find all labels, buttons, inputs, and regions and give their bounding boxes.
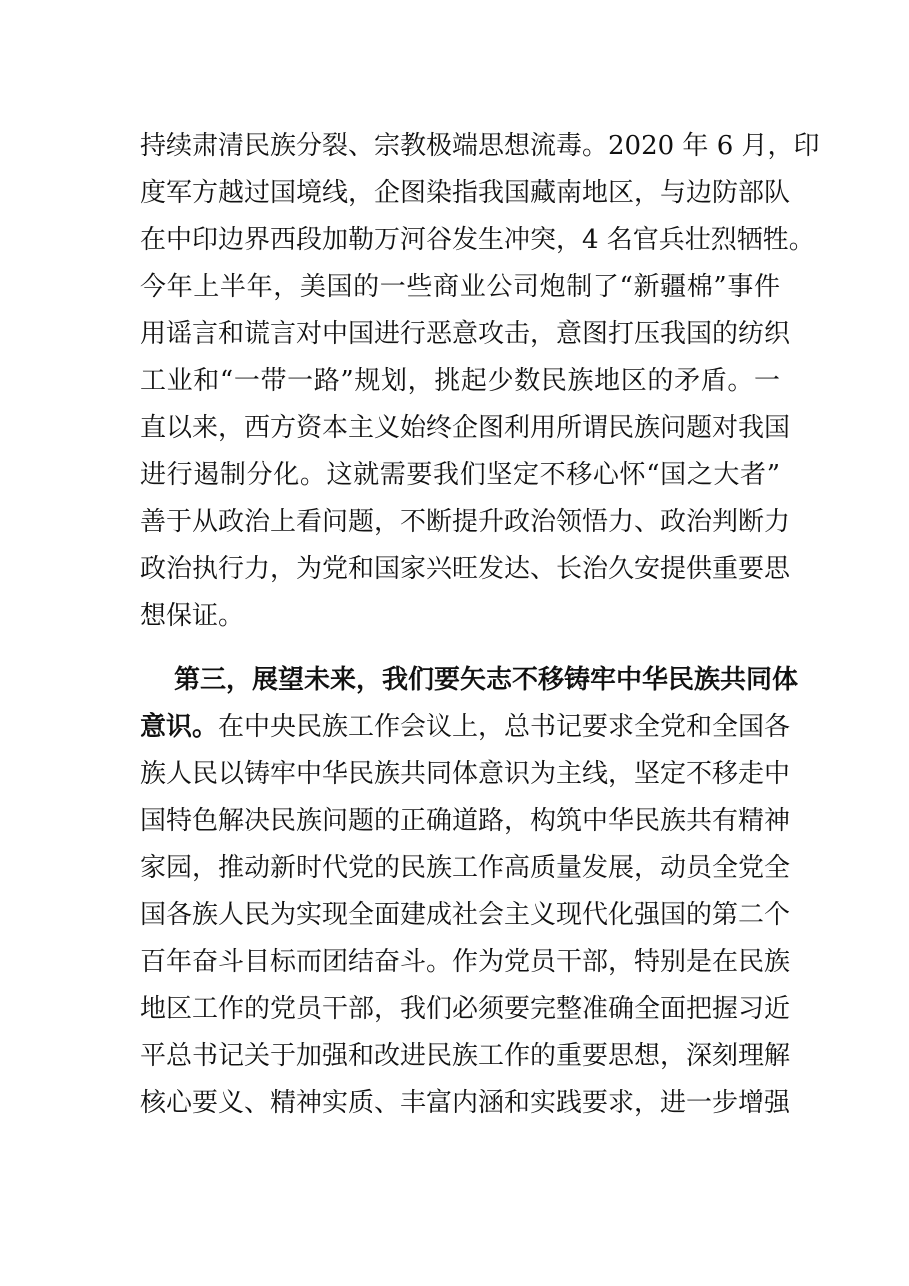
text-line: 百年奋斗目标而团结奋斗。作为党员干部，特别是在民族 (140, 947, 791, 977)
text-line: 度军方越过国境线，企图染指我国藏南地区，与边防部队 (140, 178, 791, 208)
text-line-rest: 在中央民族工作会议上，总书记要求全党和全国各 (218, 712, 791, 742)
text-line: 今年上半年，美国的一些商业公司炮制了“新疆棉”事件 (140, 272, 780, 302)
text-line: 家园，推动新时代党的民族工作高质量发展，动员全党全 (140, 853, 791, 883)
text-line: 善于从政治上看问题，不断提升政治领悟力、政治判断力 (140, 507, 791, 537)
text-line: 在中印边界西段加勒万河谷发生冲突，4 名官兵壮烈牺牲。 (140, 225, 815, 255)
text-line: 工业和“一带一路”规划，挑起少数民族地区的矛盾。一 (140, 366, 780, 396)
text-line: 持续肃清民族分裂、宗教极端思想流毒。2020 年 6 月，印 (140, 131, 820, 161)
text-line: 用谣言和谎言对中国进行恶意攻击，意图打压我国的纺织 (140, 319, 791, 349)
text-line: 进行遏制分化。这就需要我们坚定不移心怀“国之大者” (140, 460, 780, 490)
text-line: 核心要义、精神实质、丰富内涵和实践要求，进一步增强 (140, 1088, 791, 1118)
text-line: 想保证。 (140, 601, 245, 631)
text-line: 地区工作的党员干部，我们必须要完整准确全面把握习近 (140, 994, 791, 1024)
text-line: 族人民以铸牢中华民族共同体意识为主线，坚定不移走中 (140, 759, 791, 789)
section-heading: 第三，展望未来，我们要矢志不移铸牢中华民族共同体 (174, 665, 799, 695)
text-line: 国特色解决民族问题的正确道路，构筑中华民族共有精神 (140, 806, 791, 836)
text-line: 国各族人民为实现全面建成社会主义现代化强国的第二个 (140, 900, 791, 930)
text-line: 直以来，西方资本主义始终企图利用所谓民族问题对我国 (140, 413, 791, 443)
text-line: 平总书记关于加强和改进民族工作的重要思想，深刻理解 (140, 1041, 791, 1071)
text-line: 政治执行力，为党和国家兴旺发达、长治久安提供重要思 (140, 554, 791, 584)
text-line (140, 712, 791, 742)
section-heading-end: 意识。 (140, 712, 219, 742)
